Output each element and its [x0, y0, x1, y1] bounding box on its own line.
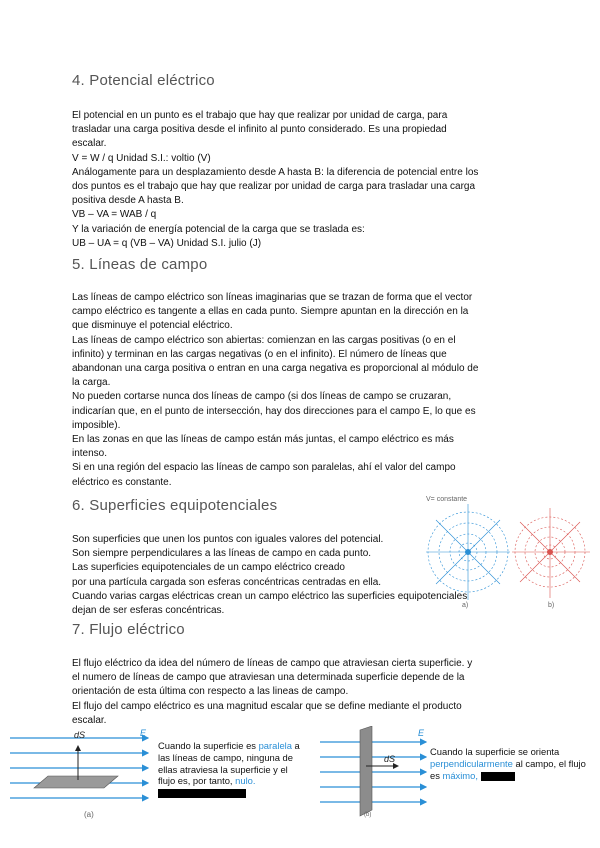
text-line: indicarían que, en el punto de intersección, hay dos direcciones para el campo E, lo que es [72, 405, 476, 417]
text-line: escalar. [72, 714, 107, 726]
text-line: Son siempre perpendiculares a las líneas de campo en cada punto. [72, 548, 372, 560]
text-line: dos puntos es el trabajo que hay que realizar por unidad de carga para trasladar una carga [72, 181, 476, 193]
text-line: Cuando varias cargas eléctricas crean un campo eléctrico las superficies equipotenciales [72, 590, 468, 602]
text-line: VB – VA = WAB / q [72, 209, 157, 221]
section-heading-potential: 4. Potencial eléctrico [72, 72, 215, 89]
equipotential-diagram [426, 494, 592, 612]
text-line: V = W / q Unidad S.I.: voltio (V) [72, 152, 211, 164]
section-heading-equipotential: 6. Superficies equipotenciales [72, 497, 278, 514]
text-line: En las zonas en que las líneas de campo están más juntas, el campo eléctrico es más [72, 434, 454, 446]
text-line: Las líneas de campo eléctrico son líneas imaginarias que se trazan de forma que el vector [72, 292, 473, 303]
equipotential-label: V= constante [426, 496, 468, 503]
text-line: imposible). [72, 419, 121, 431]
figure-b-label: (b) [364, 812, 372, 818]
section-heading-field-lines: 5. Líneas de campo [72, 256, 208, 273]
flux-body [72, 657, 532, 728]
text-line: la carga. [72, 377, 111, 389]
flux-caption-parallel [158, 740, 302, 799]
text-line: abandonan una carga positiva o entran en una carga negativa es proporcional al módulo de [72, 363, 479, 375]
flux-diagram-parallel [8, 726, 154, 822]
text-line: No pueden cortarse nunca dos líneas de campo (si dos líneas de campo se cruzaran, [72, 391, 452, 403]
text-line: eléctrico es constante. [72, 476, 172, 488]
surface-horizontal [34, 776, 118, 788]
text-line: el numero de líneas de campo que atraviesan una determinada superficie depende de la [72, 672, 465, 684]
text-line: dejan de ser esferas concéntricas. [72, 605, 225, 617]
text-line: por una partícula cargada son esferas concéntricas centradas en ella. [72, 576, 382, 588]
flux-figure-perpendicular [318, 726, 430, 822]
figure-a-label: (a) [84, 810, 94, 819]
text-line: El flujo eléctrico da idea del número de líneas de campo que atraviesan cierta superficie. y [72, 658, 473, 669]
redaction-bar [158, 789, 246, 798]
text-line: intenso. [72, 448, 108, 460]
caption-text: Cuando la superficie es [158, 740, 259, 751]
text-line: Análogamente para un desplazamiento desde A hasta B: la diferencia de potencial entre los [72, 166, 479, 178]
text-line: campo eléctrico es tangente a ellas en cada punto. Siempre apuntan en la dirección en la [72, 306, 469, 318]
text-line: Las líneas de campo eléctrico son abiertas: comienzan en las cargas positivas (o en el [72, 334, 456, 346]
flux-caption-perpendicular [430, 746, 590, 781]
redaction-bar [481, 772, 515, 781]
caption-highlight: perpendicularmente [430, 757, 513, 769]
text-line: infinito) y terminan en las cargas negativas (o en el infinito). El número de líneas que [72, 348, 447, 360]
equipotential-figure [426, 494, 592, 612]
text-line: Son superficies que unen los puntos con iguales valores del potencial. [72, 534, 384, 545]
text-line: El potencial en un punto es el trabajo que hay que realizar por unidad de carga, para [72, 110, 448, 121]
negative-charge [547, 549, 553, 555]
caption-highlight: máximo, [442, 769, 478, 781]
ds-label: dS [74, 730, 86, 740]
text-line: orientación de esta última con respecto a las lineas de campo. [72, 686, 349, 698]
e-label: E [140, 728, 147, 738]
caption-text: al campo, el flujo es [430, 757, 586, 781]
caption-highlight: nulo. [235, 775, 256, 787]
ds-label: dS [384, 754, 396, 764]
flux-diagram-perpendicular [318, 726, 430, 822]
flux-figure-parallel [8, 726, 154, 822]
text-line: Y la variación de energía potencial de la carga que se traslada es: [72, 223, 365, 235]
figure-label-b: b) [548, 602, 555, 609]
section-heading-flux: 7. Flujo eléctrico [72, 621, 185, 638]
surface-vertical [360, 726, 372, 816]
caption-text: a las líneas de campo, ninguna de ellas atraviesa la superficie y el flujo es, por tanto, [158, 740, 300, 787]
text-line: escalar. [72, 138, 107, 150]
e-label: E [418, 728, 425, 738]
caption-text: Cuando la superficie se orienta [430, 746, 560, 757]
caption-highlight: paralela [258, 740, 292, 751]
text-line: trasladar una carga positiva desde el infinito al punto considerado. Es una propiedad [72, 124, 447, 136]
text-line: Si en una región del espacio las líneas de campo son paralelas, ahí el valor del campo [72, 462, 456, 474]
text-line: positiva desde A hasta B. [72, 195, 184, 207]
potential-body [72, 109, 532, 251]
positive-charge [465, 549, 471, 555]
text-line: Las superficies equipotenciales de un campo eléctrico creado [72, 562, 345, 574]
text-line: El flujo del campo eléctrico es una magnitud escalar que se define mediante el producto [72, 700, 462, 712]
text-line: que disminuye el potencial eléctrico. [72, 320, 233, 332]
text-line: UB – UA = q (VB – VA) Unidad S.I. julio (J) [72, 237, 262, 249]
field-lines-body [72, 291, 532, 490]
figure-label-a: a) [462, 602, 469, 609]
